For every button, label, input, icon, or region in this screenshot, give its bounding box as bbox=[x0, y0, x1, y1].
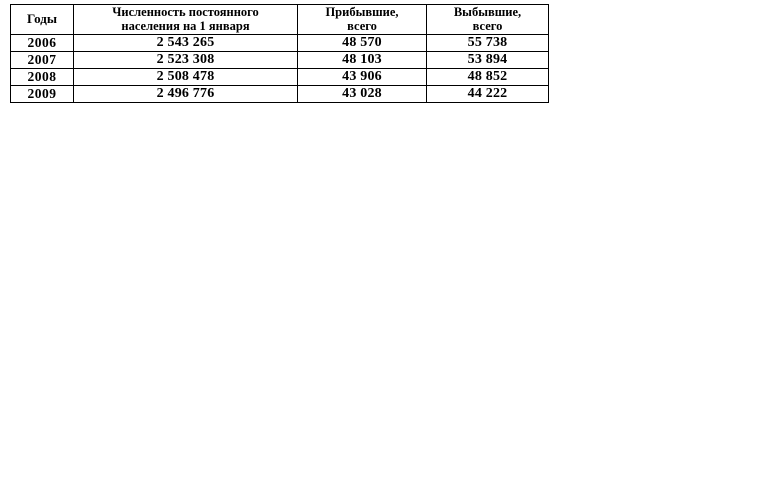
cell-arrived: 48 570 bbox=[298, 34, 427, 51]
cell-population: 2 523 308 bbox=[74, 51, 298, 68]
table-header bbox=[11, 5, 549, 35]
cell-left: 53 894 bbox=[427, 51, 549, 68]
column-header-left bbox=[427, 5, 549, 35]
table-row bbox=[11, 68, 549, 85]
cell-arrived: 43 906 bbox=[298, 68, 427, 85]
cell-year: 2007 bbox=[11, 51, 74, 68]
cell-year: 2009 bbox=[11, 85, 74, 102]
table-row bbox=[11, 51, 549, 68]
cell-left: 55 738 bbox=[427, 34, 549, 51]
table-row bbox=[11, 34, 549, 51]
cell-year: 2008 bbox=[11, 68, 74, 85]
cell-left: 48 852 bbox=[427, 68, 549, 85]
column-header-arrived bbox=[298, 5, 427, 35]
table-header-row bbox=[11, 5, 549, 35]
column-header-years-line1: Годы bbox=[27, 10, 57, 26]
cell-year: 2006 bbox=[11, 34, 74, 51]
column-header-arrived-line2: всего bbox=[347, 19, 377, 34]
column-header-population-line1: Численность постоянного bbox=[112, 5, 259, 19]
cell-population: 2 543 265 bbox=[74, 34, 298, 51]
cell-arrived: 43 028 bbox=[298, 85, 427, 102]
column-header-left-line2: всего bbox=[472, 19, 503, 34]
statistics-table bbox=[10, 4, 549, 103]
cell-arrived: 48 103 bbox=[298, 51, 427, 68]
table-body bbox=[11, 34, 549, 102]
cell-population: 2 496 776 bbox=[74, 85, 298, 102]
cell-population: 2 508 478 bbox=[74, 68, 298, 85]
column-header-arrived-line1: Прибывшие, bbox=[325, 5, 399, 19]
column-header-population bbox=[74, 5, 298, 35]
table-row bbox=[11, 85, 549, 102]
column-header-population-line2: населения на 1 января bbox=[121, 19, 250, 34]
statistics-table-container bbox=[10, 4, 549, 103]
cell-left: 44 222 bbox=[427, 85, 549, 102]
column-header-left-line1: Выбывшие, bbox=[453, 5, 522, 19]
column-header-years bbox=[11, 5, 74, 35]
